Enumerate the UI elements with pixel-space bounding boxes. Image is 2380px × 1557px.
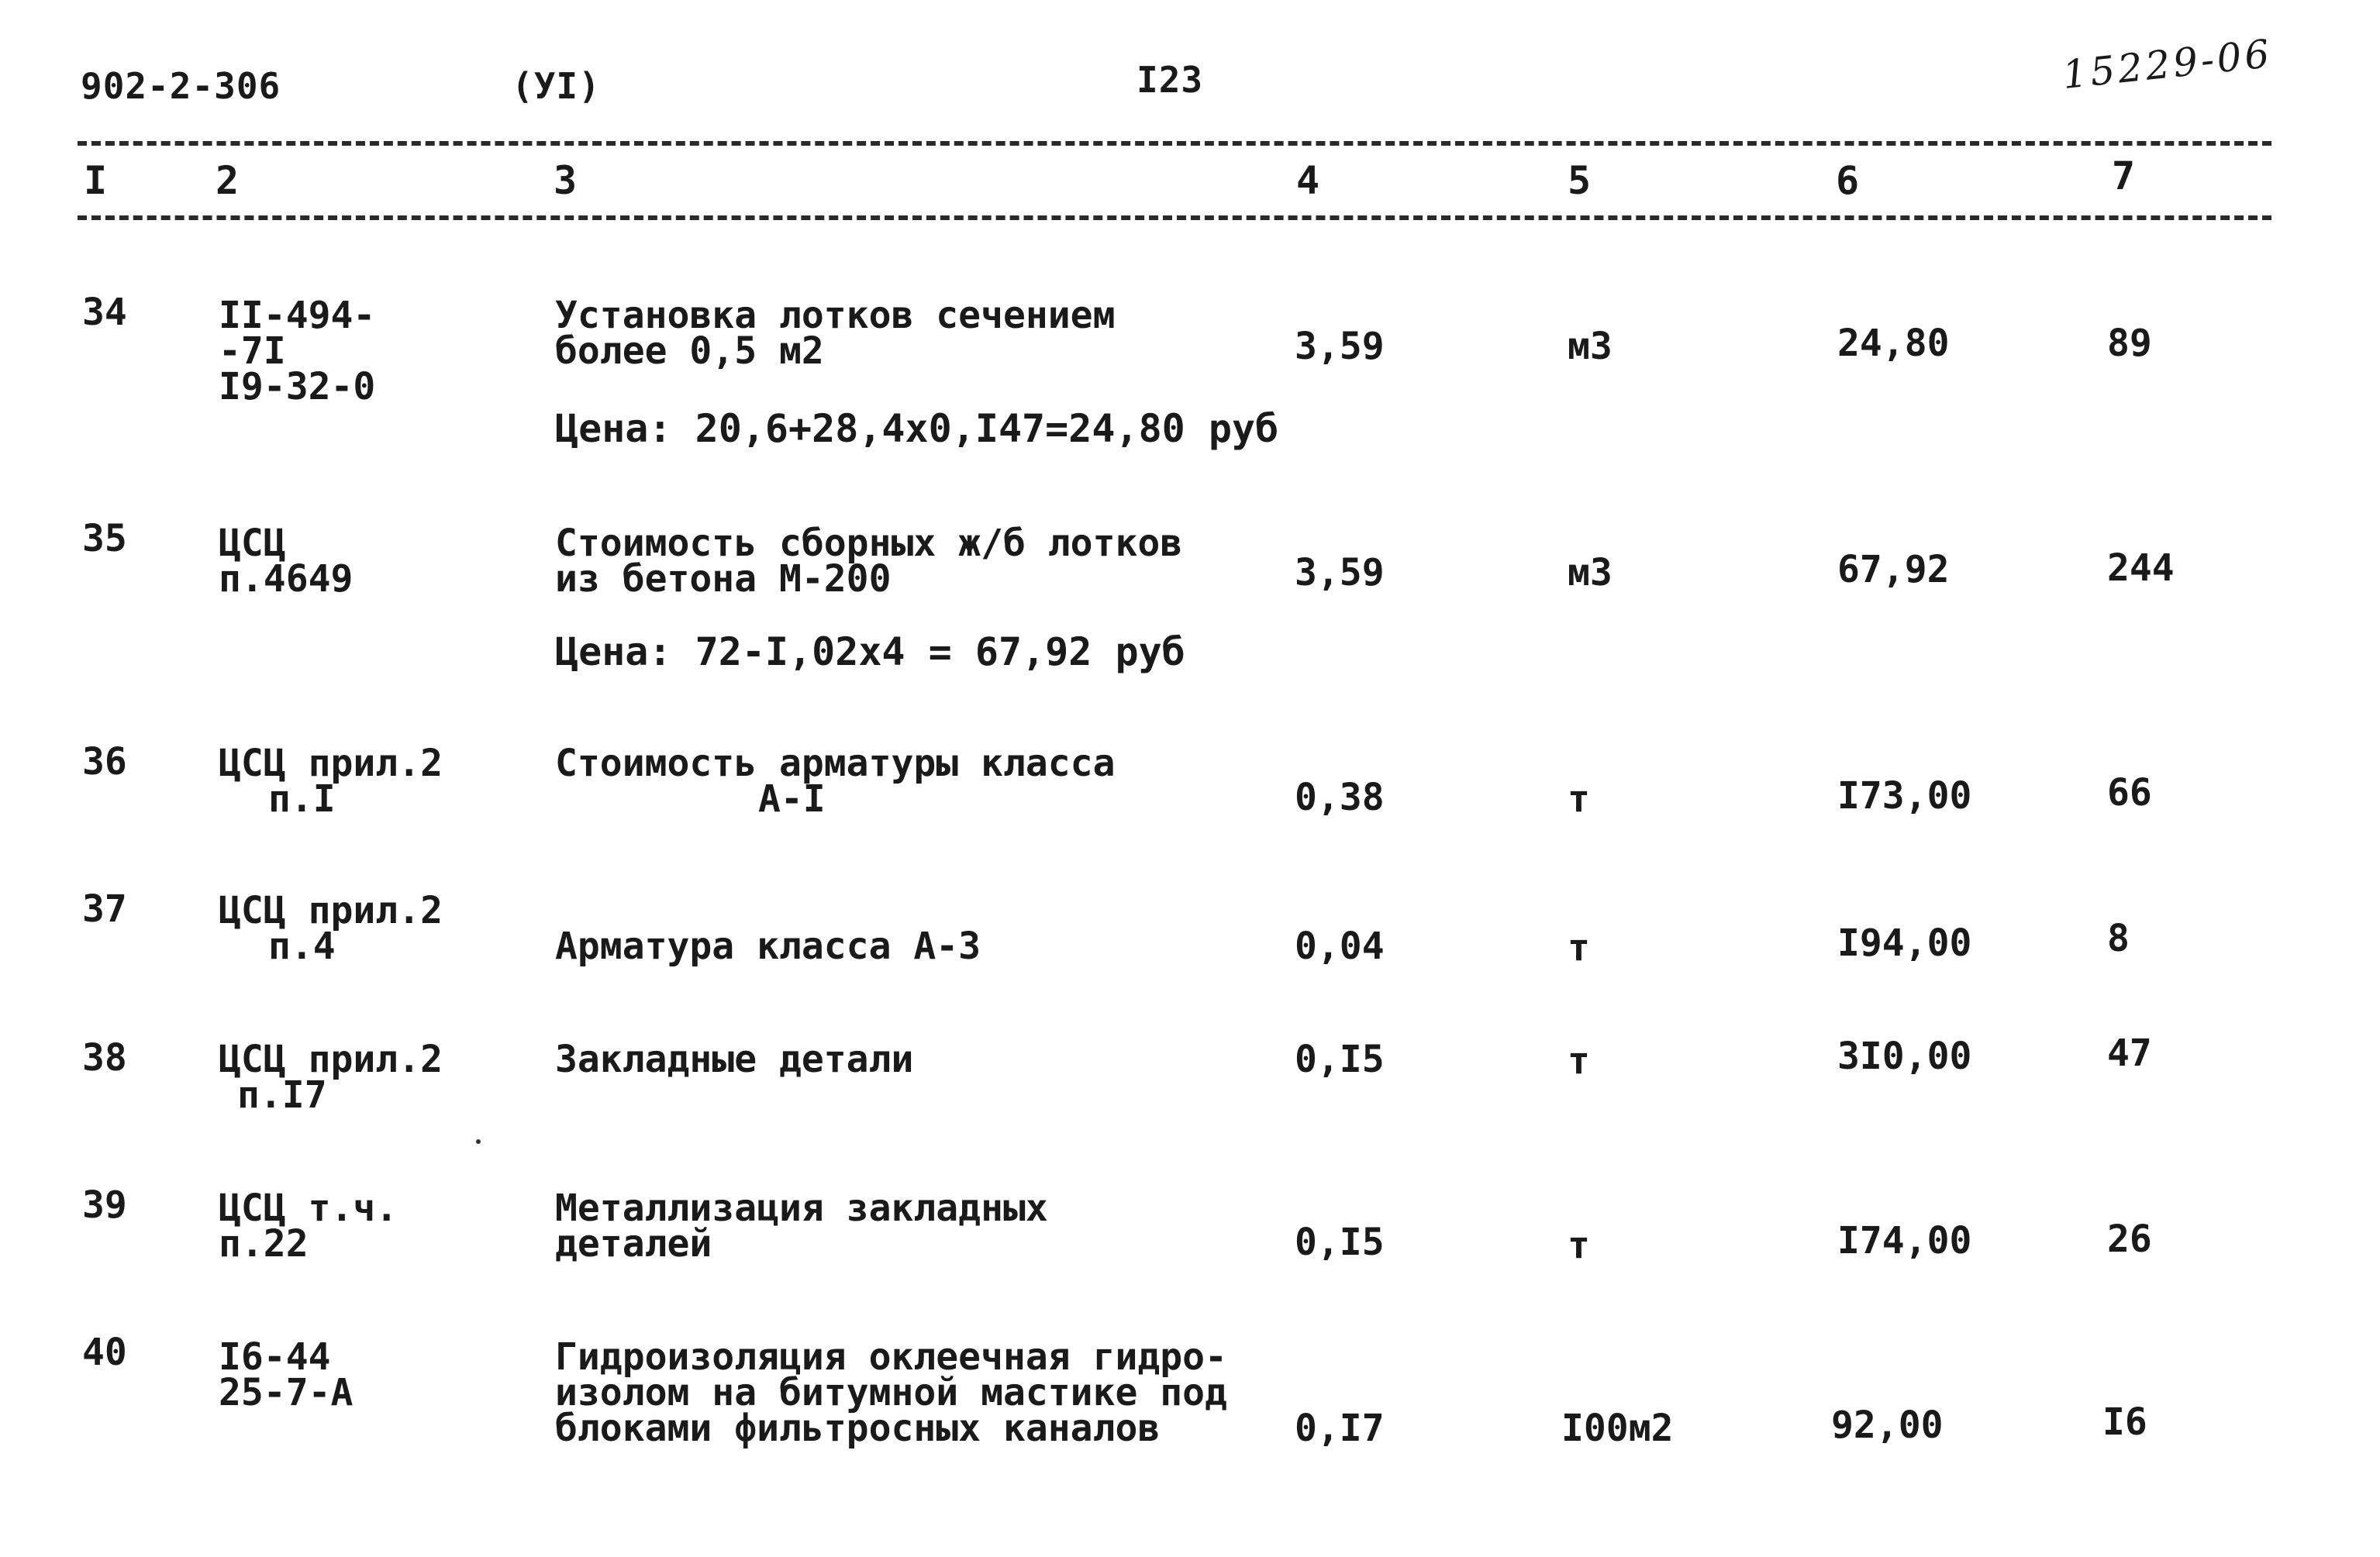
row-unit: т [1568, 777, 1590, 821]
row-quantity: 0,I7 [1295, 1407, 1385, 1450]
row-reference [219, 522, 354, 601]
row-unit-price: 3I0,00 [1837, 1035, 1972, 1078]
col-header-5: 5 [1568, 158, 1592, 203]
reference-line: I6-44 [219, 1335, 331, 1379]
page-number: I23 [1137, 59, 1204, 101]
row-reference [219, 1335, 354, 1414]
row-reference [219, 889, 443, 968]
row-number: 36 [82, 740, 127, 784]
row-total: 8 [2107, 917, 2130, 960]
row-number: 39 [82, 1183, 127, 1227]
header-bottom-rule [78, 215, 2271, 220]
description-line: Закладные детали [555, 1038, 914, 1081]
row-description [555, 522, 1183, 601]
row-unit-price: 67,92 [1837, 548, 1950, 591]
reference-line: ЦСЦ [219, 522, 286, 565]
row-description [555, 925, 981, 968]
row-number: 40 [82, 1331, 127, 1374]
description-line: Гидроизоляция оклеечная гидро- [555, 1335, 1227, 1379]
row-unit: т [1568, 1224, 1590, 1267]
row-unit-price: I74,00 [1837, 1219, 1972, 1262]
reference-line: ЦСЦ прил.2 [219, 889, 443, 932]
section-label: (УI) [512, 65, 601, 107]
handwritten-number: 15229-06 [2060, 30, 2275, 98]
reference-line: 25-7-А [219, 1371, 354, 1414]
row-description [555, 294, 1116, 373]
col-header-3: 3 [554, 158, 578, 203]
row-total: 89 [2107, 322, 2152, 365]
row-total: 244 [2107, 546, 2175, 590]
price-calculation: Цена: 72-I,02x4 = 67,92 руб [555, 629, 1185, 674]
reference-line: п.I7 [237, 1073, 327, 1117]
description-line: из бетона М-200 [555, 557, 892, 601]
row-unit-price: I94,00 [1837, 921, 1972, 965]
reference-line: ЦСЦ прил.2 [219, 742, 443, 785]
row-total: 47 [2107, 1032, 2152, 1075]
description-line: Стоимость сборных ж/б лотков [555, 522, 1183, 565]
description-line: изолом на битумной мастике под [555, 1371, 1227, 1414]
row-total: I6 [2102, 1400, 2147, 1444]
row-number: 34 [82, 291, 127, 334]
reference-line: п.4649 [219, 557, 354, 601]
col-header-1: I [84, 158, 108, 203]
col-header-2: 2 [216, 158, 240, 203]
row-reference [219, 1038, 443, 1117]
row-reference [219, 742, 443, 821]
description-line: Арматура класса А-3 [555, 925, 981, 968]
row-number: 35 [82, 517, 127, 560]
description-line: блоками фильтросных каналов [555, 1407, 1161, 1450]
row-unit: м3 [1568, 551, 1613, 594]
row-unit-price: 92,00 [1831, 1404, 1944, 1447]
col-header-6: 6 [1836, 158, 1860, 203]
row-quantity: 3,59 [1295, 551, 1385, 594]
reference-line: II-494- [219, 294, 376, 337]
description-line: деталей [555, 1222, 712, 1266]
row-reference [219, 294, 376, 408]
row-description [555, 742, 1116, 821]
reference-line: -7I [219, 329, 286, 373]
row-unit-price: I73,00 [1837, 774, 1972, 818]
description-line: А-I [758, 777, 826, 821]
description-line: более 0,5 м2 [555, 329, 824, 373]
row-reference [219, 1187, 398, 1266]
description-line: Металлизация закладных [555, 1187, 1048, 1230]
row-number: 38 [82, 1036, 127, 1080]
row-total: 26 [2107, 1218, 2152, 1261]
row-description [555, 1038, 914, 1081]
row-unit: м3 [1568, 325, 1613, 368]
col-header-4: 4 [1296, 158, 1320, 203]
col-header-7: 7 [2112, 153, 2136, 198]
reference-line: п.I [268, 777, 336, 821]
row-unit: т [1568, 1039, 1590, 1083]
header-top-rule [78, 141, 2271, 146]
row-description [555, 1335, 1227, 1450]
doc-code: 902-2-306 [81, 65, 281, 107]
row-description [555, 1187, 1048, 1266]
price-calculation: Цена: 20,6+28,4x0,I47=24,80 руб [555, 406, 1279, 451]
reference-line: ЦСЦ т.ч. [219, 1187, 398, 1230]
reference-line: I9-32-0 [219, 365, 376, 408]
row-quantity: 3,59 [1295, 325, 1385, 368]
row-total: 66 [2107, 771, 2152, 815]
reference-line: п.22 [219, 1222, 309, 1266]
row-unit: т [1568, 926, 1590, 970]
description-line: Установка лотков сечением [555, 294, 1116, 337]
row-quantity: 0,04 [1295, 925, 1385, 968]
row-number: 37 [82, 887, 127, 931]
row-unit: I00м2 [1561, 1407, 1674, 1450]
row-unit-price: 24,80 [1837, 322, 1950, 365]
reference-line: п.4 [268, 925, 336, 968]
reference-line: ЦСЦ прил.2 [219, 1038, 443, 1081]
description-line: Стоимость арматуры класса [555, 742, 1116, 785]
row-quantity: 0,I5 [1295, 1038, 1385, 1081]
speck [476, 1139, 481, 1144]
row-quantity: 0,I5 [1295, 1221, 1385, 1264]
row-quantity: 0,38 [1295, 776, 1385, 819]
